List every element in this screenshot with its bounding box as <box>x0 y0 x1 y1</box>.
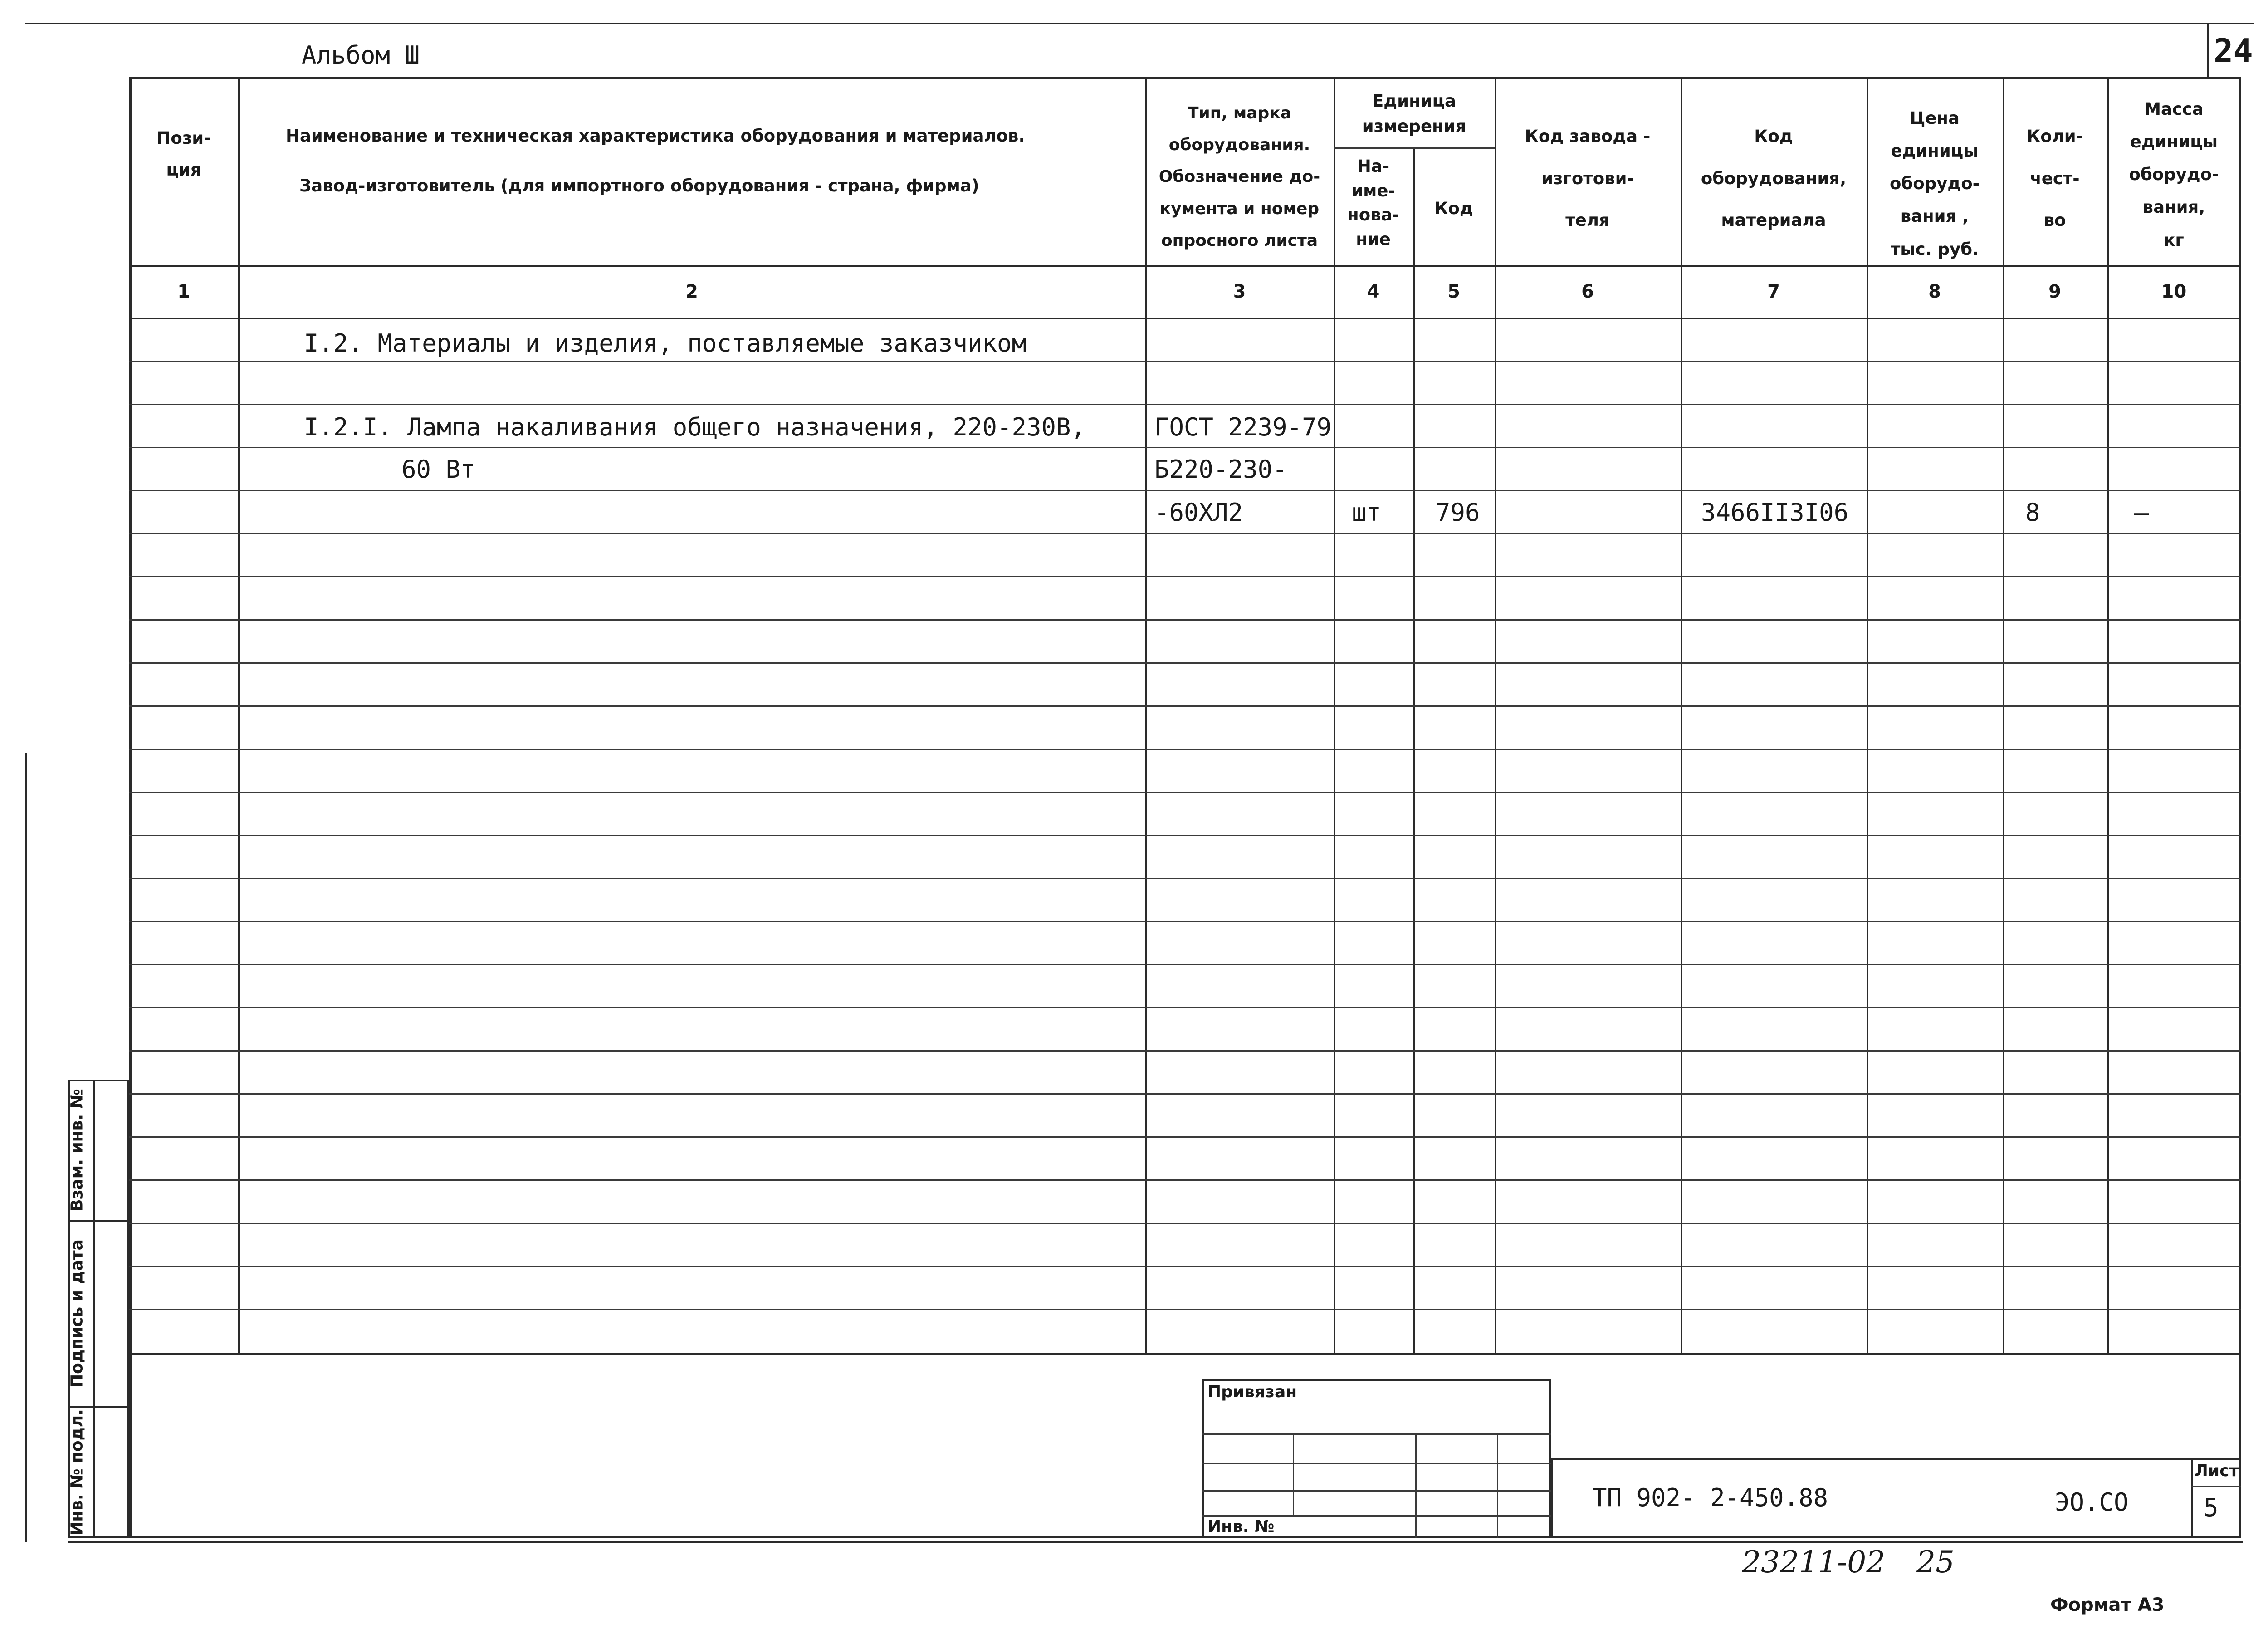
section-title: I.2. Материалы и изделия, поставляемые заказчиком <box>304 329 1027 357</box>
unit-code-value: 796 <box>1436 498 1480 527</box>
document-code: ТП 902- 2-450.88 <box>1592 1483 1828 1512</box>
sheet-number: 5 <box>2204 1493 2219 1522</box>
sheet-box-left <box>2191 1458 2193 1538</box>
col-line-6 <box>1681 77 1682 1354</box>
format-label: Формат А3 <box>2050 1595 2165 1615</box>
item-power: 60 Вт <box>401 455 475 484</box>
archive-number: 23211-02 <box>1742 1545 1886 1580</box>
column-number: 3 <box>1233 281 1246 302</box>
row-line <box>129 1136 2241 1138</box>
header-unit-name: На- име- нова- ние <box>1347 157 1399 249</box>
row-line <box>129 404 2241 405</box>
bottom-border <box>68 1541 2243 1543</box>
header-name-line2: Завод-изготовитель (для импортного оборудования - страна, фирма) <box>299 176 979 196</box>
column-number: 4 <box>1367 281 1380 302</box>
side-stamp-line <box>68 1220 129 1222</box>
privyazan-line <box>1202 1463 1551 1464</box>
section-code: ЭО.СО <box>2055 1488 2129 1517</box>
column-number: 10 <box>2161 281 2187 302</box>
row-line <box>129 1309 2241 1310</box>
header-unit-code: Код <box>1434 199 1473 218</box>
row-line <box>129 1266 2241 1267</box>
privyazan-vline <box>1497 1433 1498 1538</box>
col-line-5 <box>1495 77 1496 1354</box>
row-line <box>129 1007 2241 1008</box>
doc-reference: ГОСТ 2239-79 <box>1154 413 1332 441</box>
album-label: Альбом Ш <box>302 41 420 69</box>
column-number: 5 <box>1447 281 1460 302</box>
inv-number-label: Инв. № <box>1207 1517 1275 1536</box>
row-line <box>129 835 2241 836</box>
header-unit-group: Единица измерения <box>1362 91 1466 136</box>
header-factory-code: Код завода - изготови- теля <box>1525 127 1651 230</box>
col-line-7 <box>1867 77 1868 1354</box>
row-line <box>129 705 2241 707</box>
top-border <box>25 23 2254 24</box>
header-quantity: Коли- чест- во <box>2026 127 2083 230</box>
row-line <box>129 490 2241 491</box>
row-line <box>129 619 2241 621</box>
colnum-bottom-line <box>129 318 2241 319</box>
row-line <box>129 1179 2241 1181</box>
column-number: 8 <box>1928 281 1941 302</box>
row-line <box>129 921 2241 922</box>
mass-value: – <box>2134 498 2149 527</box>
col-line-4 <box>1413 147 1415 1354</box>
sheet-box-divider <box>2191 1486 2241 1487</box>
privyazan-vline <box>1415 1433 1417 1538</box>
column-number: 1 <box>177 281 190 302</box>
type-line1: Б220-230- <box>1154 455 1287 484</box>
privyazan-label: Привязан <box>1207 1383 1297 1401</box>
row-line <box>129 1093 2241 1095</box>
row-line <box>129 1223 2241 1224</box>
quantity-value: 8 <box>2025 498 2040 527</box>
row-line <box>129 964 2241 965</box>
unit-value: шт <box>1352 498 1382 527</box>
column-number: 6 <box>1581 281 1594 302</box>
left-margin-line <box>25 753 27 1542</box>
col-line-8 <box>2003 77 2004 1354</box>
title-block-top-line <box>1551 1458 2241 1460</box>
privyazan-vline <box>1293 1433 1294 1515</box>
item-title: I.2.I. Лампа накаливания общего назначения, 220-230В, <box>304 413 1086 441</box>
title-block-left-line <box>1551 1458 1553 1538</box>
col-line-3 <box>1334 77 1335 1354</box>
side-stamp-vzam: Взам. инв. № <box>68 1089 87 1212</box>
sheet-label: Лист <box>2195 1462 2239 1480</box>
material-code-value: 3466II3I06 <box>1701 498 1849 527</box>
col-line-1 <box>238 77 240 1354</box>
unit-group-subline <box>1334 147 1495 149</box>
row-line <box>129 662 2241 664</box>
column-number: 2 <box>685 281 698 302</box>
archive-page: 25 <box>1916 1545 1955 1580</box>
row-line <box>129 361 2241 362</box>
row-line <box>129 533 2241 534</box>
header-type: Тип, марка оборудования. Обозначение до- кумента и номер опросного листа <box>1158 104 1320 250</box>
privyazan-block <box>1202 1379 1551 1538</box>
page-number: 24 <box>2214 32 2253 70</box>
header-name-line1: Наименование и техническая характеристика оборудования и материалов. <box>286 126 1025 146</box>
col-line-2 <box>1145 77 1147 1354</box>
header-price: Цена единицы оборудо- вания , тыс. руб. <box>1890 108 1980 259</box>
header-material-code: Код оборудования, материала <box>1701 127 1847 230</box>
table-bottom-line <box>129 1353 2241 1355</box>
row-line <box>129 878 2241 879</box>
side-stamp-divider <box>93 1080 95 1538</box>
row-line <box>129 1050 2241 1052</box>
col-line-9 <box>2107 77 2109 1354</box>
column-number: 9 <box>2048 281 2061 302</box>
page-number-box-edge <box>2207 23 2209 77</box>
row-line <box>129 447 2241 448</box>
row-line <box>129 792 2241 793</box>
header-position: Пози- ция <box>156 128 211 180</box>
privyazan-line <box>1202 1490 1551 1492</box>
privyazan-line <box>1202 1515 1551 1517</box>
header-mass: Масса единицы оборудо- вания, кг <box>2129 99 2219 250</box>
privyazan-line <box>1202 1433 1551 1435</box>
type-line2: -60ХЛ2 <box>1154 498 1243 527</box>
side-stamp-podpis: Подпись и дата <box>68 1239 87 1388</box>
row-line <box>129 749 2241 750</box>
column-number: 7 <box>1767 281 1780 302</box>
side-stamp-inv-podl: Инв. № подл. <box>68 1409 87 1536</box>
row-line <box>129 576 2241 577</box>
